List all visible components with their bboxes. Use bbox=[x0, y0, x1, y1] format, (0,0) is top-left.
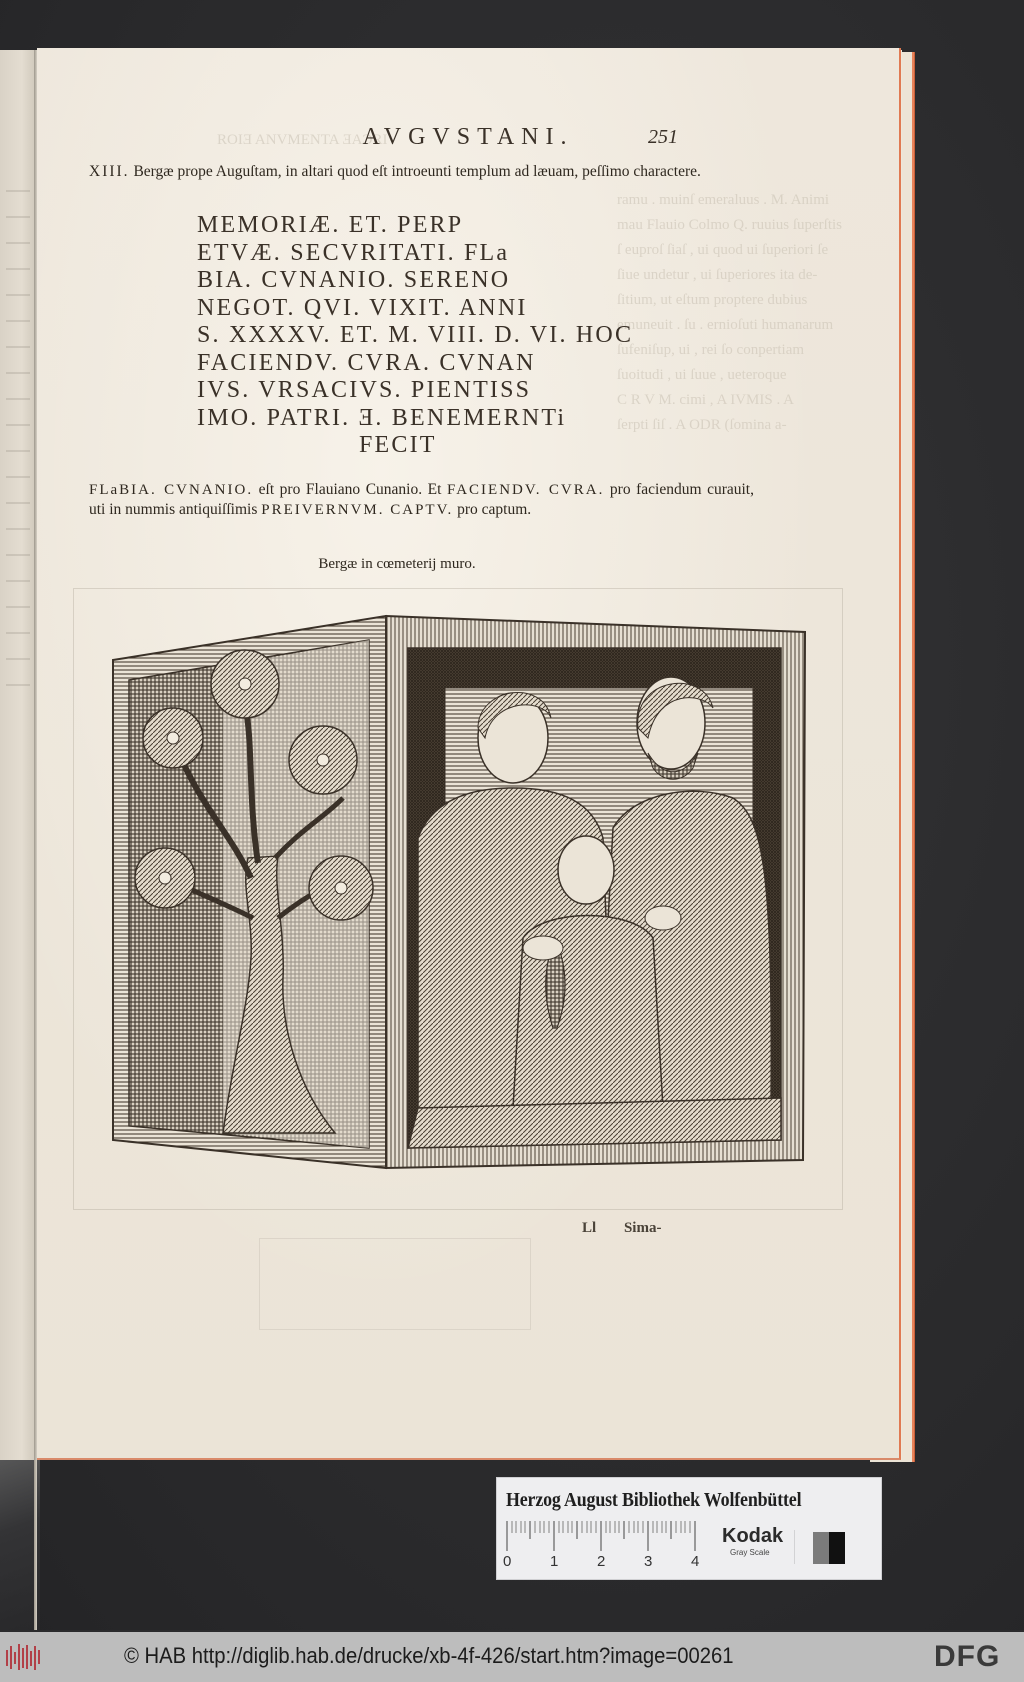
book-gutter bbox=[34, 50, 37, 1630]
kodak-logo: Kodak bbox=[722, 1525, 784, 1547]
inscription-block bbox=[197, 212, 717, 460]
show-through-text: ſ euproſ ſiaſ , ui quod ui ſuperiori ſe bbox=[617, 242, 829, 258]
commentary-text: eſt pro Flauiano Cunanio. Et bbox=[253, 481, 447, 498]
plate-mark bbox=[73, 588, 843, 1210]
commentary-caps: PREIVERNVM. CAPTV. bbox=[261, 502, 454, 518]
inscription-line: MEMORIÆ. ET. PERP bbox=[197, 212, 464, 238]
ruler-number: 0 bbox=[503, 1553, 512, 1570]
gray-patch bbox=[813, 1532, 829, 1564]
book-page bbox=[37, 48, 901, 1460]
inscription-line: FACIENDV. CVRA. CVNAN bbox=[197, 349, 536, 376]
running-head: AVGVSTANI. bbox=[362, 124, 574, 150]
show-through-text: C R V M. cimi , A IVMIS . A bbox=[617, 392, 794, 408]
show-through-text: mau Flauio Colmo Q. ruuius ſuperſtis bbox=[617, 217, 842, 233]
commentary-text: pro faciendum curauit, uti in nummis antiquiſſimis bbox=[89, 481, 754, 518]
commentary-caps: FLaBIA. CVNANIO. bbox=[89, 482, 254, 498]
inscription-line: ETVÆ. SECVRITATI. FLa bbox=[197, 239, 510, 266]
page-number: 251 bbox=[648, 126, 678, 148]
dfg-logo: DFG bbox=[934, 1640, 1001, 1673]
inscription-line: IMO. PATRI. Ǝ. BENEMERNTi bbox=[197, 404, 567, 431]
inscription-line: S. XXXXV. ET. M. VIII. D. VI. HOC bbox=[197, 322, 634, 348]
library-name: Herzog August Bibliothek Wolfenbüttel bbox=[506, 1490, 802, 1511]
inscription-line: NEGOT. QVI. VIXIT. ANNI bbox=[197, 294, 528, 321]
ruler-number: 3 bbox=[644, 1553, 653, 1570]
inscription-line: BIA. CVNANIO. SERENO bbox=[197, 267, 511, 293]
engraving-illustration bbox=[73, 588, 841, 1218]
footer-bar bbox=[0, 1632, 1024, 1682]
signature-mark bbox=[582, 1220, 661, 1237]
ruler-scale bbox=[506, 1521, 696, 1551]
commentary-paragraph bbox=[89, 480, 754, 520]
commentary-text: pro captum. bbox=[453, 501, 532, 518]
show-through-text: ramu . muinſ emeraluus . M. Animi bbox=[617, 192, 830, 208]
hab-logo-icon bbox=[4, 1642, 44, 1672]
catchword: Sima- bbox=[623, 1220, 662, 1236]
black-patch bbox=[829, 1532, 845, 1564]
inscription-location: Bergæ prope Auguſtam, in altari quod eſt introeunti templum ad læuam, peſſimo charactere. bbox=[133, 163, 701, 180]
inscription-line: IVS. VRSACIVS. PIENTISS bbox=[197, 377, 532, 403]
inscription-line-fecit: FECIT bbox=[359, 432, 437, 458]
copyright-url-text[interactable]: © HAB http://diglib.hab.de/drucke/xb-4f-426/start.htm?image=00261 bbox=[124, 1643, 734, 1668]
ruler-number: 1 bbox=[550, 1553, 559, 1570]
show-through-text: ROIƎ ANVMENTA ƎAƆRI bbox=[217, 132, 388, 148]
show-through-illustration bbox=[259, 1238, 531, 1330]
show-through-text: ſitium, ut eſtum proptere dubius bbox=[617, 292, 808, 308]
gray-scale-label: Gray Scale bbox=[730, 1548, 770, 1557]
show-through-text: emuneuit . ſu . ernioſuti humanarum bbox=[617, 317, 834, 333]
show-through-text: ſiue undetur , ui ſuperiores ita de- bbox=[617, 267, 818, 283]
card-divider bbox=[794, 1530, 795, 1564]
commentary-caps: FACIENDV. CVRA. bbox=[446, 482, 605, 498]
show-through-text: ſuoitudi , ui ſuue , ueteroque bbox=[617, 367, 787, 383]
signature-letters: Ll bbox=[582, 1220, 597, 1236]
ruler-number: 2 bbox=[597, 1553, 606, 1570]
inscription-intro bbox=[89, 162, 749, 181]
illustration-caption: Bergæ in cœmeterij muro. bbox=[318, 556, 476, 572]
show-through-text: ſufeniſup, ui , rei ſo conpertiam bbox=[617, 342, 805, 358]
previous-page-edge bbox=[0, 50, 36, 1460]
inscription-number: XIII. bbox=[89, 163, 130, 180]
show-through-text: ſerpti ſiſ . A ODR (ſomina a- bbox=[617, 417, 787, 433]
ruler-number: 4 bbox=[691, 1553, 700, 1570]
color-calibration-card bbox=[496, 1477, 882, 1580]
